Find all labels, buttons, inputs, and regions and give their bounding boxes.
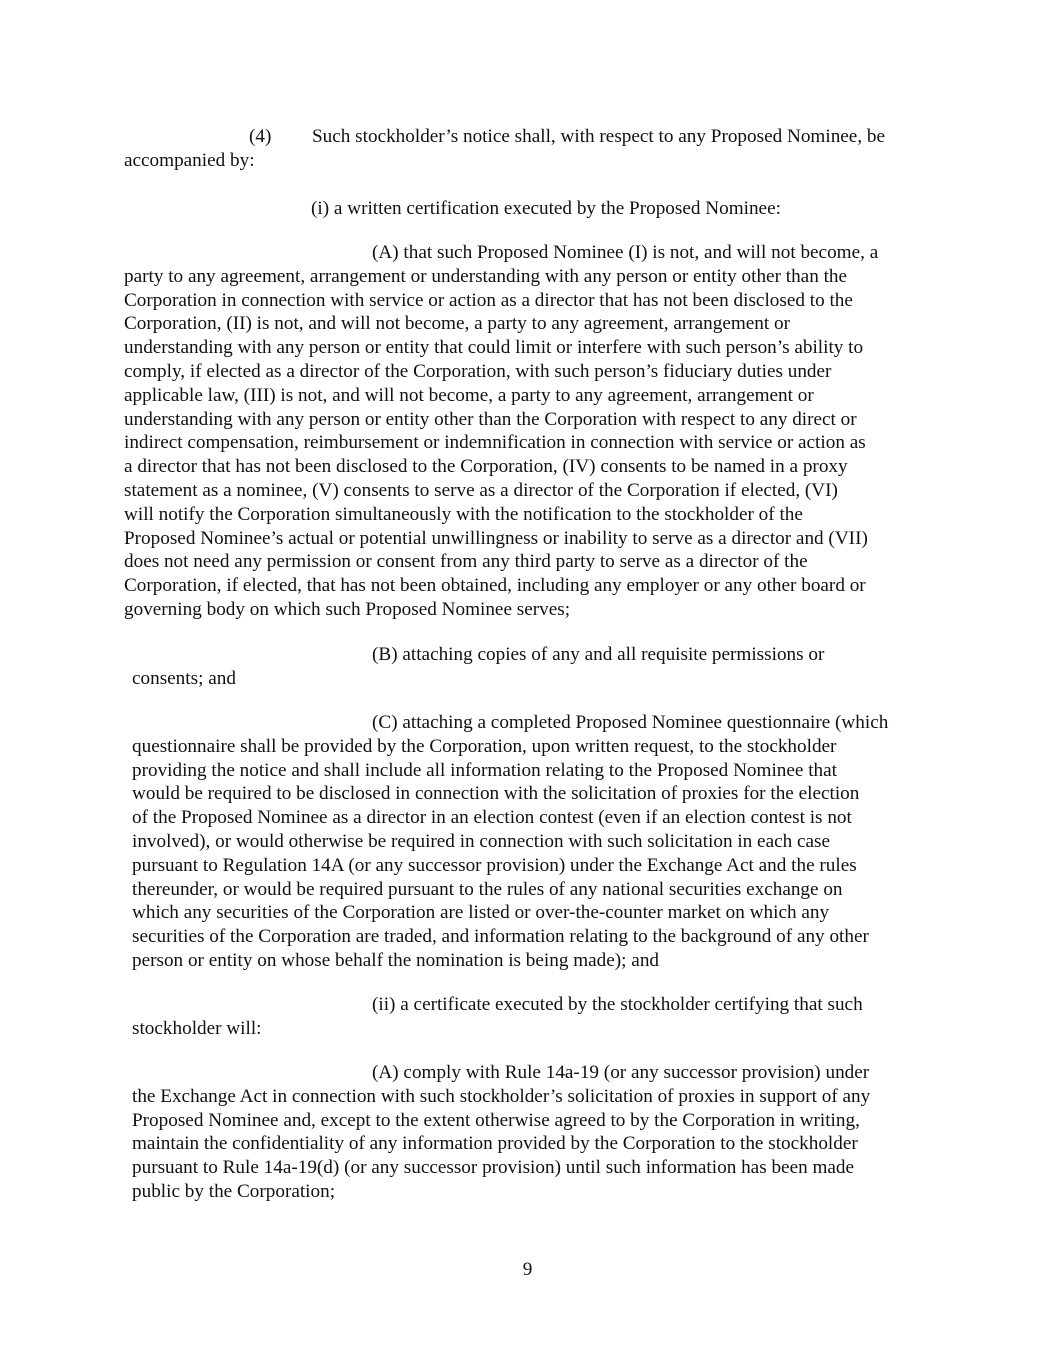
paragraph-i-c-line: (C) attaching a completed Proposed Nominee questionnaire (which [372, 712, 889, 733]
paragraph-i-c-line: thereunder, or would be required pursuant to the rules of any national securities exchange on [132, 878, 843, 900]
paragraph-i-c-line: involved), or would otherwise be required in connection with such solicitation in each case [132, 830, 831, 852]
paragraph-i-a-line: Corporation, (II) is not, and will not become, a party to any agreement, arrangement or [124, 313, 791, 335]
paragraph-ii-line: stockholder will: [132, 1017, 262, 1039]
paragraph-ii-a [132, 1061, 870, 1204]
paragraph-i-a-line: party to any agreement, arrangement or understanding with any person or entity other than the [124, 265, 848, 287]
paragraph-i-a-line: does not need any permission or consent from any third party to serve as a director of the [124, 551, 808, 573]
page-number: 9 [522, 1259, 533, 1280]
paragraph-i-c-line: pursuant to Regulation 14A (or any successor provision) under the Exchange Act and the rules [132, 854, 857, 876]
paragraph-i-c-line: would be required to be disclosed in connection with the solicitation of proxies for the election [132, 783, 860, 805]
paragraph-i-c [132, 711, 888, 973]
paragraph-i-c-line: securities of the Corporation are traded, and information relating to the background of any other [132, 926, 869, 948]
paragraph-ii-a-line: public by the Corporation; [132, 1180, 336, 1202]
paragraph-i-a-line: statement as a nominee, (V) consents to serve as a director of the Corporation if elected, (VI) [124, 479, 838, 501]
paragraph-i-a-line: Proposed Nominee’s actual or potential unwillingness or inability to serve as a director and (VII) [124, 527, 868, 549]
paragraph-i [124, 197, 781, 221]
paragraph-ii-a-line: (A) comply with Rule 14a-19 (or any successor provision) under [372, 1062, 870, 1083]
paragraph-i-a-line: indirect compensation, reimbursement or indemnification in connection with service or action as [124, 432, 866, 454]
paragraph-i-a-line: Corporation, if elected, that has not been obtained, including any employer or any other board or [124, 575, 866, 597]
paragraph-i-a-line: will notify the Corporation simultaneously with the notification to the stockholder of the [124, 503, 803, 525]
paragraph-i-a-line: Corporation in connection with service or action as a director that has not been disclosed to the [124, 289, 853, 311]
paragraph-i-a-line: a director that has not been disclosed to the Corporation, (IV) consents to be named in a proxy [124, 456, 848, 478]
paragraph-i-c-line: providing the notice and shall include all information relating to the Proposed Nominee that [132, 759, 837, 781]
paragraph-4-first-line [124, 125, 885, 149]
paragraph-i-a-line: comply, if elected as a director of the Corporation, with such person’s fiduciary duties under [124, 360, 832, 382]
paragraph-i-b-line: consents; and [132, 667, 236, 689]
paragraph-ii-a-line: maintain the confidentiality of any information provided by the Corporation to the stockholder [132, 1133, 858, 1155]
paragraph-i-c-line: questionnaire shall be provided by the Corporation, upon written request, to the stockholder [132, 735, 837, 757]
paragraph-i-c-line: which any securities of the Corporation are listed or over-the-counter market on which any [132, 902, 830, 924]
paragraph-4-line: accompanied by: [124, 149, 255, 171]
paragraph-i-a-line: (A) that such Proposed Nominee (I) is not, and will not become, a [372, 242, 879, 263]
paragraph-i-line: (i) a written certification executed by the Proposed Nominee: [311, 198, 781, 219]
paragraph-i-a-line: applicable law, (III) is not, and will not become, a party to any agreement, arrangement or [124, 384, 814, 406]
paragraph-i-c-line: of the Proposed Nominee as a director in an election contest (even if an election contest is not [132, 807, 852, 829]
paragraph-ii-a-line: pursuant to Rule 14a-19(d) (or any successor provision) until such information has been made [132, 1157, 855, 1179]
paragraph-i-a-line: understanding with any person or entity that could limit or interfere with such person’s ability to [124, 337, 864, 359]
paragraph-4-line: Such stockholder’s notice shall, with respect to any Proposed Nominee, be [312, 126, 886, 147]
paragraph-ii-line: (ii) a certificate executed by the stockholder certifying that such [372, 994, 863, 1015]
paragraph-4-label: (4) [249, 126, 272, 147]
paragraph-ii-a-line: the Exchange Act in connection with such stockholder’s solicitation of proxies in support of any [132, 1085, 871, 1107]
paragraph-i-b [132, 643, 824, 691]
paragraph-i-a-line: governing body on which such Proposed Nominee serves; [124, 598, 571, 620]
paragraph-4 [124, 125, 885, 173]
paragraph-i-a-line: understanding with any person or entity other than the Corporation with respect to any direct or [124, 408, 857, 430]
paragraph-ii-a-line: Proposed Nominee and, except to the extent otherwise agreed to by the Corporation in writing, [132, 1109, 860, 1131]
paragraph-i-a [124, 241, 878, 622]
paragraph-i-c-line: person or entity on whose behalf the nomination is being made); and [132, 949, 660, 971]
paragraph-ii [132, 993, 863, 1041]
paragraph-i-b-line: (B) attaching copies of any and all requisite permissions or [372, 644, 825, 665]
